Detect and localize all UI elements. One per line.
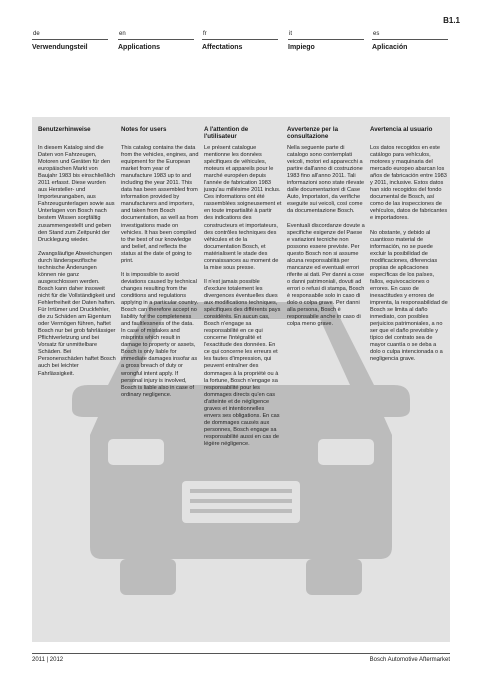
footer-brand: Bosch Automotive Aftermarket <box>369 657 450 663</box>
language-column-en <box>118 30 194 51</box>
note-body <box>121 145 199 399</box>
language-code: de <box>32 30 108 40</box>
language-code: en <box>118 30 194 40</box>
note-column-en <box>121 117 199 406</box>
footer-years: 2011 | 2012 <box>32 657 64 663</box>
note-heading: Notes for users <box>121 126 167 133</box>
language-section-title: Aplicación <box>372 44 408 51</box>
language-header-row <box>32 30 450 58</box>
note-paragraph: It is impossible to avoid deviations caused by technical changes resulting from the conditions and regulations applying in a particular country. Bosch can therefore accept no liability for the completeness and faultlessness of the data. In case of mistakes and misprints which result in damage to property or assets, Bosch is only liable for immediate damages insofar as a gross breach of duty or wrongful intent apply. If personal injury is involved, Bosch is liable also in case of ordinary negligence. <box>121 271 199 398</box>
note-heading: A l'attention de l'utilisateur <box>204 126 249 141</box>
note-body <box>370 145 448 363</box>
note-heading: Benutzerhinweise <box>38 126 91 133</box>
note-paragraph: Nella seguente parte di catalogo sono contemplati veicoli, motori ed apparecchi a partire dall'anno di costruzione 1983 fino all'anno 2011. Tali informazioni sono state rilevate dalle documentazioni di Case Auto, Importatori, da verifiche eseguite sui veicoli, così come da documentazione Bosch. <box>287 145 365 215</box>
note-column-es <box>370 117 448 371</box>
note-column-it <box>287 117 365 335</box>
note-heading: Avvertenze per la consultazione <box>287 126 339 141</box>
user-notes-panel <box>32 117 450 642</box>
language-column-fr <box>202 30 278 51</box>
language-section-title: Verwendungsteil <box>32 44 88 51</box>
language-code: fr <box>202 30 278 40</box>
note-body <box>38 145 116 378</box>
note-paragraph: In diesem Katalog sind die Daten von Fahrzeugen, Motoren und Geräten für den europäischen Markt von Baujahr 1983 bis einschließlich 2011 erfasst. Diese wurden aus Hersteller- und Importeurangaben, aus Fahrzeugunterlagen sowie aus Unterlagen von Bosch nach bestem Wissen sorgfältig zusammengestellt und geben den Stand zum Zeitpunkt der Drucklegung wieder. <box>38 145 116 243</box>
language-section-title: Applications <box>118 44 161 51</box>
language-column-de <box>32 30 108 51</box>
language-section-title: Affectations <box>202 44 243 51</box>
note-paragraph: Eventuali discordanze dovute a specifiche esigenze del Paese e variazioni tecniche non possono essere previste. Per questo Bosch non si assume alcuna responsabilità per mancanze ed eventuali errori riferite ai dati. Per danni a cose o danni patrimoniali, dovuti ad errori o refusi di stampa, Bosch è responsabile solo in caso di dolo o colpa grave. Per danni alla persona, Bosch è responsabile anche in caso di colpa meno grave. <box>287 222 365 328</box>
note-heading: Avertencia al usuario <box>370 126 433 133</box>
footer-divider <box>32 653 450 654</box>
page-number: B1.1 <box>443 16 460 25</box>
note-paragraph: This catalog contains the data from the vehicles, engines, and equipment for the European market from year of manufacture 1983 up to and including the year 2011. This data has been assembled from information provided by manufacturers and importers, and taken from Bosch documentation, as well as from investigations made on vehicles. It has been compiled to the best of our knowledge and belief, and reflects the status at the date of going to print. <box>121 145 199 264</box>
note-paragraph: Zwangsläufige Abweichungen durch länderspezifische technische Änderungen können nie ganz ausgeschlossen werden. Bosch kann daher insoweit nicht für die Vollständigkeit und Fehlerfreiheit der Daten haften. Für Irrtümer und Druckfehler, die zu Schäden am Eigentum oder Vermögen führen, haftet Bosch nur bei grob fahrlässiger Pflichtverletzung und bei Vorsatz für unmittelbare Schäden. Bei Personenschäden haftet Bosch auch bei leichter Fahrlässigkeit. <box>38 250 116 377</box>
note-paragraph: Il n'est jamais possible d'exclure totalement les divergences éventuelles dues aux modifications techniques, spécifiques des différents pays considérés. En aucun cas, Bosch n'engage sa responsabilité en ce qui concerne l'intégralité et l'exactitude des données. En ce qui concerne les erreurs et les fautes d'impression, qui peuvent entraîner des dommages à la propriété ou à la fortune, Bosch n'engage sa responsabilité pour les dommages directs qu'en cas d'atteinte et de négligence graves et intentionnelles envers ses obligations. En cas de dommages causés aux personnes, Bosch engage sa responsabilité aussi en cas de légère négligence. <box>204 278 281 447</box>
note-column-de <box>38 117 116 385</box>
note-body <box>204 145 282 448</box>
language-code: it <box>288 30 364 40</box>
note-column-fr <box>204 117 282 455</box>
note-body <box>287 145 365 328</box>
note-paragraph: Le présent catalogue mentionne les données spécifiques de véhicules, moteurs et appareils pour le marché européen depuis l'année de fabrication 1983 jusqu'au millésime 2011 inclus. Ces informations ont été rassemblées soigneusement et en toute impartialité à partir des indications des constructeurs et importateurs, des contrôles techniques des véhicules et de la documentation Bosch, et matérialisent le stade des connaissances au moment de la mise sous presse. <box>204 145 282 271</box>
language-column-it <box>288 30 364 51</box>
note-paragraph: Los datos recogidos en este catálogo para vehículos, motores y maquinaria del mercado europeo abarcan los años de fabricación entre 1983 y 2011, inclusive. Estos datos han sido recogidos del fondo documental de Bosch, así como de las inspecciones de vehículos, datos de fabricantes e importadores. <box>370 145 448 222</box>
language-code: es <box>372 30 448 40</box>
language-section-title: Impiego <box>288 44 315 51</box>
note-paragraph: No obstante, y debido al cuantioso material de información, no se puede excluir la posibilidad de modificaciones, diferencias propias de aplicaciones específicas de los países, fallos, equivocaciones o errores. En caso de inexactitudes y errores de imprenta, la responsabilidad de Bosch se limita al daño inmediato, con posibles perjuicios patrimoniales, a no ser que el daño previsible y típico del contrato sea de mayor cuantía o se deba a dolo o culpa intencionada o a negligencia grave. <box>370 229 448 363</box>
language-column-es <box>372 30 448 51</box>
